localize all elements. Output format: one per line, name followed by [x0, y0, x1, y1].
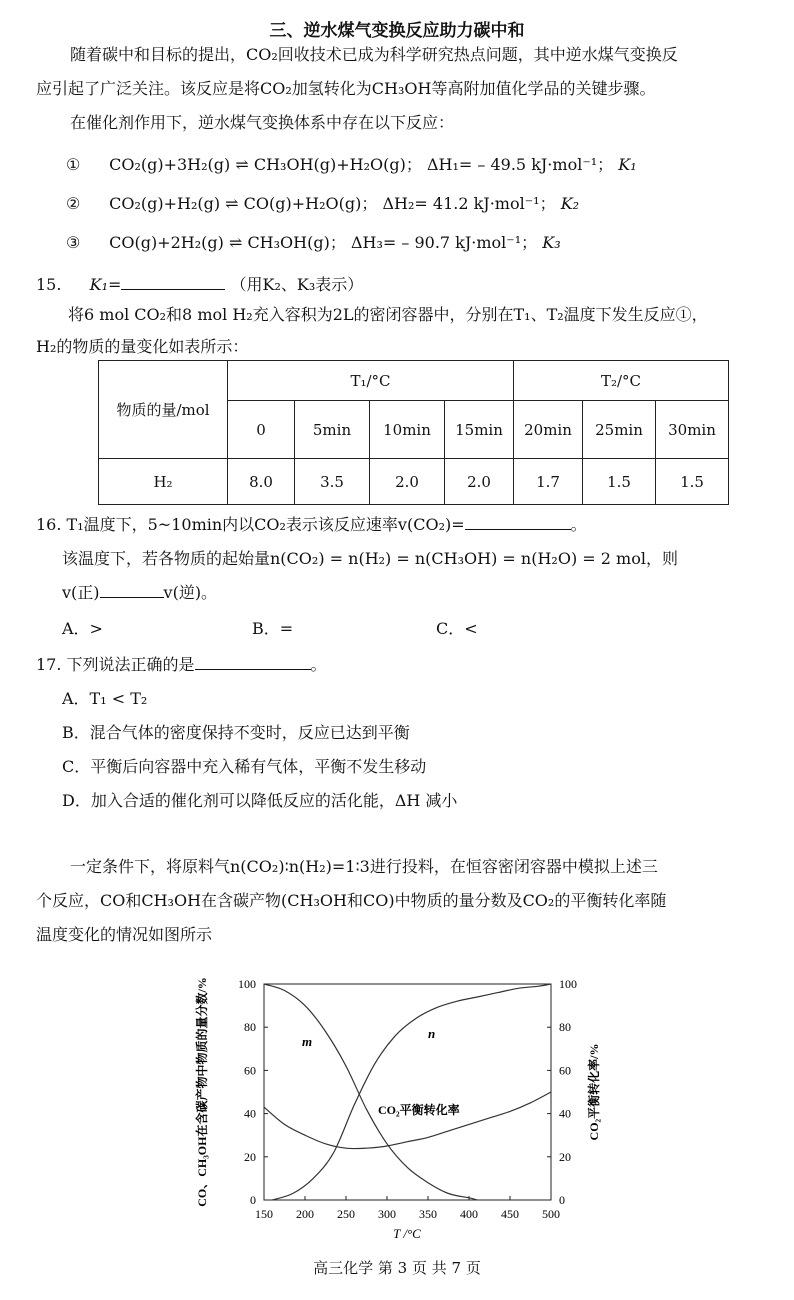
y-tick-label-right: 40 [559, 1106, 571, 1121]
answer-blank-17[interactable] [195, 669, 311, 670]
q17-option-b[interactable]: B．混合气体的密度保持不变时，反应已达到平衡 [62, 723, 410, 742]
q17-option-a[interactable]: A．T₁ < T₂ [62, 689, 148, 708]
table-time: 5min [295, 401, 370, 459]
reaction-number: ① [66, 155, 81, 174]
x-tick-label: 200 [296, 1207, 314, 1221]
reaction-3 [66, 230, 561, 253]
reaction-constant: K₃ [542, 233, 561, 252]
table-cell: 2.0 [370, 459, 445, 505]
table-row-label: H₂ [99, 459, 228, 505]
y-tick-label-left: 100 [238, 977, 256, 991]
q16-line-1: 16. T₁温度下，5~10min内以CO₂表示该反应速率v(CO₂)= [36, 515, 465, 534]
curve-m [264, 984, 477, 1200]
y-tick-label-right: 100 [559, 977, 577, 991]
reaction-equation: CO₂(g)+3H₂(g) ⇌ CH₃OH(g)+H₂O(g)； [109, 155, 422, 174]
curve-co2-conversion [264, 1092, 551, 1149]
q16-v-reverse: v(逆)。 [163, 583, 218, 602]
table-time: 30min [656, 401, 729, 459]
reaction-constant: K₂ [560, 194, 580, 213]
y-tick-label-left: 60 [244, 1063, 256, 1078]
table-corner: 物质的量/mol [99, 361, 228, 459]
q15-text-1: 将6 mol CO₂和8 mol H₂充入容积为2L的密闭容器中，分别在T₁、T₂温度下发生反应①， [68, 305, 708, 324]
reaction-number: ② [66, 194, 81, 213]
q17-option-d[interactable]: D．加入合适的催化剂可以降低反应的活化能，ΔH 减小 [62, 791, 458, 810]
reaction-enthalpy: ΔH₃= – 90.7 kJ·mol⁻¹； [350, 233, 538, 252]
intro-line-2: 应引起了广泛关注。该反应是将CO₂加氢转化为CH₃OH等高附加值化学品的关键步骤。 [36, 79, 656, 98]
y-tick-label-left: 20 [244, 1149, 256, 1164]
q15-text-2: H₂的物质的量变化如表所示： [36, 337, 249, 356]
q17-stem: 17. 下列说法正确的是 [36, 655, 195, 674]
table-time: 20min [514, 401, 583, 459]
reaction-number: ③ [66, 233, 81, 252]
y-tick-label-left: 0 [250, 1193, 256, 1207]
h2-amount-table [98, 360, 729, 505]
table-cell: 1.5 [583, 459, 656, 505]
curve-label-co2: CO₂平衡转化率 [378, 1103, 460, 1117]
para2-line-3: 温度变化的情况如图所示 [36, 925, 213, 944]
reaction-constant: K₁ [618, 155, 637, 174]
table-cell: 1.7 [514, 459, 583, 505]
y-tick-label-left: 40 [244, 1106, 256, 1121]
intro-paragraph [36, 38, 766, 140]
y-tick-label-right: 0 [559, 1193, 565, 1207]
section-title: 三、逆水煤气变换反应助力碳中和 [269, 21, 525, 41]
q17-stem-end: 。 [310, 655, 327, 674]
q15-prefix: K₁= [89, 275, 122, 294]
question-17 [36, 652, 327, 675]
para2-line-2: 个反应，CO和CH₃OH在含碳产物(CH₃OH和CO)中物质的量分数及CO₂的平衡转化率随 [36, 891, 667, 910]
q16-v-forward: v(正) [62, 583, 100, 602]
y-axis-label-left: CO、CH₃OH在含碳产物中物质的量分数/% [195, 977, 209, 1207]
y-tick-label-right: 80 [559, 1020, 571, 1035]
question-15 [36, 272, 363, 295]
question-number: 15. [36, 275, 62, 294]
table-time: 10min [370, 401, 445, 459]
table-cell: 1.5 [656, 459, 729, 505]
x-tick-label: 150 [255, 1207, 273, 1221]
para2-line-1: 一定条件下，将原料气n(CO₂)∶n(H₂)=1∶3进行投料，在恒容密闭容器中模拟上述三 [70, 857, 658, 876]
q15-suffix: （用K₂、K₃表示） [230, 275, 364, 294]
table-time: 15min [445, 401, 514, 459]
q16-option-c[interactable]: C．< [436, 619, 478, 638]
intro-line-1: 随着碳中和目标的提出，CO₂回收技术已成为科学研究热点问题，其中逆水煤气变换反 [70, 45, 678, 64]
table-cell: 8.0 [228, 459, 295, 505]
answer-blank-16a[interactable] [465, 529, 571, 530]
table-time: 25min [583, 401, 656, 459]
y-tick-label-left: 80 [244, 1020, 256, 1035]
q16-line-3 [62, 580, 217, 603]
x-tick-label: 350 [419, 1207, 437, 1221]
y-axis-label-right: CO₂平衡转化率/% [587, 1043, 601, 1141]
table-cell: 3.5 [295, 459, 370, 505]
curve-label-m: m [302, 1034, 313, 1049]
table-time: 0 [228, 401, 295, 459]
page-footer: 高三化学 第 3 页 共 7 页 [313, 1259, 481, 1277]
answer-blank-15[interactable] [121, 289, 225, 290]
q17-option-c[interactable]: C．平衡后向容器中充入稀有气体，平衡不发生移动 [62, 757, 427, 776]
reaction-1 [66, 152, 637, 175]
curve-label-n: n [428, 1026, 436, 1041]
y-tick-label-right: 60 [559, 1063, 571, 1078]
x-tick-label: 300 [378, 1207, 396, 1221]
intro-line-3: 在催化剂作用下，逆水煤气变换体系中存在以下反应： [70, 113, 455, 132]
x-tick-label: 500 [542, 1207, 560, 1221]
question-16 [36, 512, 587, 535]
q16-line-1-end: 。 [570, 515, 587, 534]
x-tick-label: 400 [460, 1207, 478, 1221]
reaction-enthalpy: ΔH₁= – 49.5 kJ·mol⁻¹； [426, 155, 614, 174]
table-header-t2: T₂/°C [514, 361, 729, 401]
table-header-t1: T₁/°C [228, 361, 514, 401]
x-axis-label: T /°C [393, 1226, 421, 1241]
q16-option-b[interactable]: B．= [252, 619, 294, 638]
x-tick-label: 450 [501, 1207, 519, 1221]
y-tick-label-right: 20 [559, 1149, 571, 1164]
reaction-enthalpy: ΔH₂= 41.2 kJ·mol⁻¹； [382, 194, 556, 213]
reaction-2 [66, 191, 579, 214]
q16-line-2: 该温度下，若各物质的起始量n(CO₂) = n(H₂) = n(CH₃OH) = n(H₂O) = 2 mol，则 [62, 549, 678, 568]
q16-option-a[interactable]: A．> [62, 619, 103, 638]
reaction-equation: CO(g)+2H₂(g) ⇌ CH₃OH(g)； [109, 233, 346, 252]
temperature-chart [0, 960, 794, 1260]
table-cell: 2.0 [445, 459, 514, 505]
x-tick-label: 250 [337, 1207, 355, 1221]
answer-blank-16b[interactable] [100, 597, 164, 598]
chart-intro-paragraph [36, 850, 766, 952]
reaction-equation: CO₂(g)+H₂(g) ⇌ CO(g)+H₂O(g)； [109, 194, 378, 213]
